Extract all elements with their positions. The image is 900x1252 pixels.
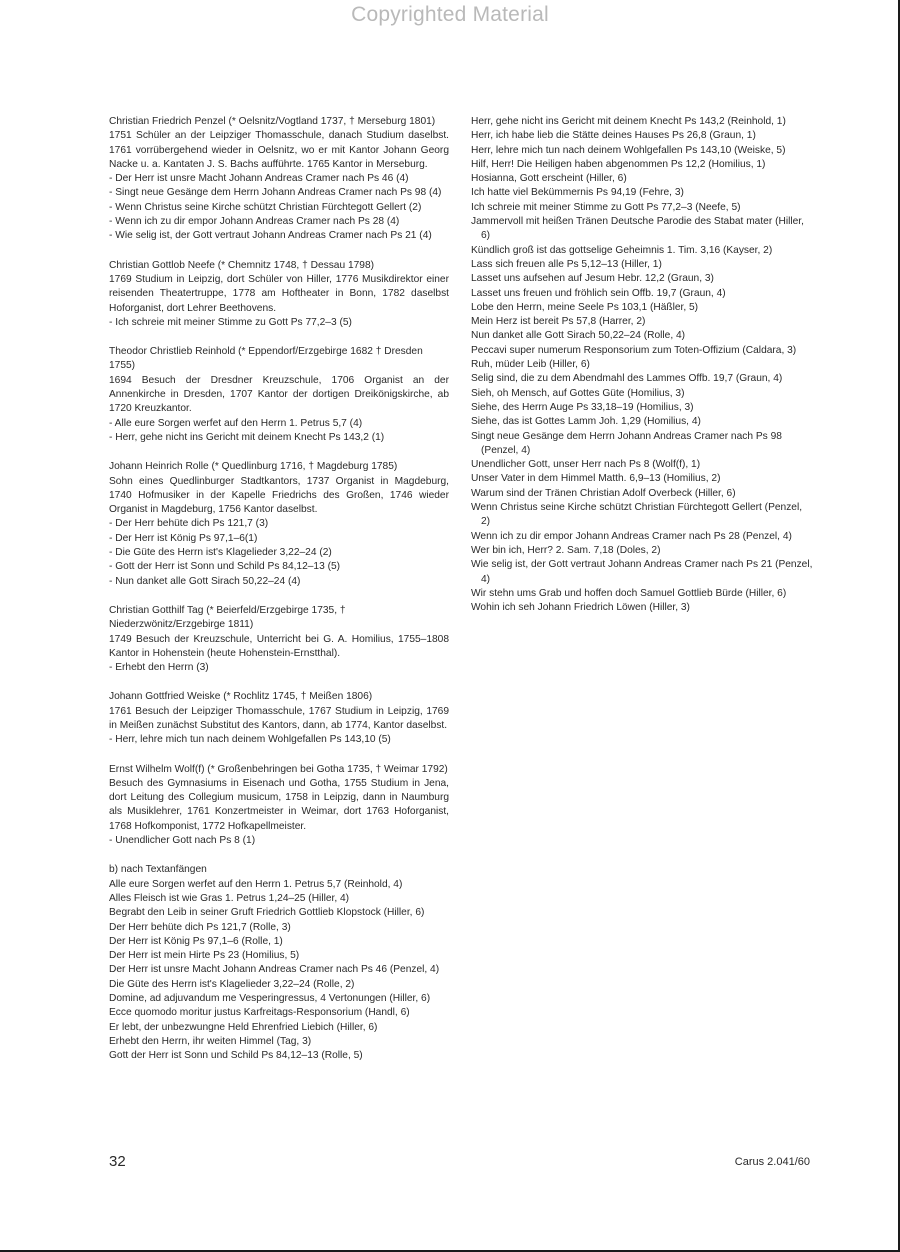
composer-bio: 1749 Besuch der Kreuzschule, Unterricht bei G. A. Homilius, 1755–1808 Kantor in Hohenstein (heute Hohenstein-Ernstthal). [109,633,449,659]
index-entry: Wer bin ich, Herr? 2. Sam. 7,18 (Doles, 2) [471,544,661,556]
index-entry: Der Herr ist König Ps 97,1–6 (Rolle, 1) [109,935,283,947]
page-number: 32 [109,1153,126,1170]
index-entry: Ich hatte viel Bekümmernis Ps 94,19 (Fehre, 3) [471,187,684,199]
work-item: - Der Herr ist König Ps 97,1–6(1) [109,532,449,546]
index-entry: Siehe, des Herrn Auge Ps 33,18–19 (Homilius, 3) [471,401,694,413]
composer-bio: 1769 Studium in Leipzig, dort Schüler von Hiller, 1776 Musikdirektor einer reisenden Theatertruppe, 1778 am Hoftheater in Bonn, 1782 daselbst Hoforganist, dort Lehrer Beethovens. [109,273,449,314]
work-item: - Unendlicher Gott nach Ps 8 (1) [109,834,449,848]
works-list [109,834,449,848]
index-entry: Jammervoll mit heißen Tränen Deutsche Parodie des Stabat mater (Hiller, 6) [471,216,804,242]
composer-bio: 1761 Besuch der Leipziger Thomasschule, 1767 Studium in Leipzig, 1769 in Meißen zunächst Substitut des Kantors, dann, ab 1774, Kantor daselbst. [109,705,449,731]
work-item: - Gott der Herr ist Sonn und Schild Ps 84,12–13 (5) [109,560,449,574]
index-entry: Herr, gehe nicht ins Gericht mit deinem Knecht Ps 143,2 (Reinhold, 1) [471,116,786,127]
index-entry: Wohin ich seh Johann Friedrich Löwen (Hiller, 3) [471,602,690,614]
composer-heading: Ernst Wilhelm Wolf(f) (* Großenbehringen bei Gotha 1735, † Weimar 1792) [109,763,448,775]
index-entry: Alles Fleisch ist wie Gras 1. Petrus 1,24–25 (Hiller, 4) [109,892,350,904]
composer-entry [109,115,449,244]
composer-heading: Christian Gottlob Neefe (* Chemnitz 1748, † Dessau 1798) [109,259,375,271]
index-entry: Warum sind der Tränen Christian Adolf Overbeck (Hiller, 6) [471,487,736,499]
index-title: b) nach Textanfängen [109,864,207,876]
index-entry: Er lebt, der unbezwungne Held Ehrenfried Liebich (Hiller, 6) [109,1021,378,1033]
index-entry: Unser Vater in dem Himmel Matth. 6,9–13 (Homilius, 2) [471,473,721,485]
work-item: - Herr, gehe nicht ins Gericht mit deinem Knecht Ps 143,2 (1) [109,431,449,445]
work-item: - Erhebt den Herrn (3) [109,661,449,675]
work-item: - Wenn Christus seine Kirche schützt Christian Fürchtegott Gellert (2) [109,201,449,215]
composer-bio: Besuch des Gymnasiums in Eisenach und Gotha, 1755 Studium in Jena, dort Leitung des Collegium musicum, 1758 in Leipzig, dann in Naumburg als Musiklehrer, 1761 Konzertmeister in Weimar, dort 1763 Hoforganist, 1768 Hofkomponist, 1772 Hofkapellmeister. [109,777,449,832]
composer-entry [109,763,449,849]
composer-bio: 1694 Besuch der Dresdner Kreuzschule, 1706 Organist an der Annenkirche in Dresden, 1707 Kantor der dortigen Dreikönigskirche, ab 1720 Kreuzkantor. [109,374,449,415]
works-list [109,316,449,330]
index-entry: Singt neue Gesänge dem Herrn Johann Andreas Cramer nach Ps 98 (Penzel, 4) [471,430,782,456]
work-item: - Alle eure Sorgen werfet auf den Herrn 1. Petrus 5,7 (4) [109,417,449,431]
index-entry: Unendlicher Gott, unser Herr nach Ps 8 (Wolf(f), 1) [471,459,701,471]
index-entry: Lasset uns aufsehen auf Jesum Hebr. 12,2 (Graun, 3) [471,273,714,285]
index-entry: Begrabt den Leib in seiner Gruft Friedrich Gottlieb Klopstock (Hiller, 6) [109,907,425,919]
work-item: - Herr, lehre mich tun nach deinem Wohlgefallen Ps 143,10 (5) [109,733,449,747]
index-entry: Hosianna, Gott erscheint (Hiller, 6) [471,173,627,185]
left-column [109,115,449,1064]
index-entry: Siehe, das ist Gottes Lamm Joh. 1,29 (Homilius, 4) [471,416,701,428]
index-entry: Hilf, Herr! Die Heiligen haben abgenommen Ps 12,2 (Homilius, 1) [471,158,766,170]
index-entry: Der Herr ist unsre Macht Johann Andreas Cramer nach Ps 46 (Penzel, 4) [109,964,440,976]
work-item: - Wenn ich zu dir empor Johann Andreas Cramer nach Ps 28 (4) [109,215,449,229]
index-entry: Nun danket alle Gott Sirach 50,22–24 (Rolle, 4) [471,330,686,342]
composer-bio: Sohn eines Quedlinburger Stadtkantors, 1737 Organist in Magdeburg, 1740 Hofmusiker in der Kapelle Friedrichs des Großen, 1746 wieder Organist in Magdeburg, 1756 Kantor daselbst. [109,475,449,516]
index-list-left [109,878,449,1064]
work-item: - Der Herr behüte dich Ps 121,7 (3) [109,517,449,531]
work-item: - Singt neue Gesänge dem Herrn Johann Andreas Cramer nach Ps 98 (4) [109,186,449,200]
composer-entry [109,259,449,330]
index-entry: Ecce quomodo moritur justus Karfreitags-Responsorium (Handl, 6) [109,1007,410,1019]
index-entry: Ich schreie mit meiner Stimme zu Gott Ps 77,2–3 (Neefe, 5) [471,201,741,213]
index-entry: Herr, ich habe lieb die Stätte deines Hauses Ps 26,8 (Graun, 1) [471,130,756,142]
index-entry: Die Güte des Herrn ist's Klagelieder 3,22–24 (Rolle, 2) [109,978,355,990]
work-item: - Ich schreie mit meiner Stimme zu Gott Ps 77,2–3 (5) [109,316,449,330]
composer-bio: 1751 Schüler an der Leipziger Thomasschule, danach Studium daselbst. 1761 vorrübergehend wieder in Oelsnitz, wo er mit Kantor Johann Georg Nacke u. a. Kantaten J. S. Bachs aufführte. 1765 Kantor in Merseburg. [109,130,449,170]
index-entry: Alle eure Sorgen werfet auf den Herrn 1. Petrus 5,7 (Reinhold, 4) [109,878,403,890]
index-entry: Der Herr ist mein Hirte Ps 23 (Homilius, 5) [109,950,300,962]
index-entry: Wenn Christus seine Kirche schützt Christian Fürchtegott Gellert (Penzel, 2) [471,502,803,528]
index-entry: Gott der Herr ist Sonn und Schild Ps 84,12–13 (Rolle, 5) [109,1050,363,1062]
index-entry: Domine, ad adjuvandum me Vesperingressus, 4 Vertonungen (Hiller, 6) [109,993,431,1005]
index-entry: Lasset uns freuen und fröhlich sein Offb. 19,7 (Graun, 4) [471,287,726,299]
catalog-number: Carus 2.041/60 [734,1156,810,1168]
index-entry: Lass sich freuen alle Ps 5,12–13 (Hiller, 1) [471,258,662,270]
index-entry: Kündlich groß ist das gottselige Geheimnis 1. Tim. 3,16 (Kayser, 2) [471,244,773,256]
composer-entry [109,345,449,445]
index-entry: Mein Herz ist bereit Ps 57,8 (Harrer, 2) [471,316,646,328]
index-entry: Ruh, müder Leib (Hiller, 6) [471,359,590,371]
work-item: - Die Güte des Herrn ist's Klagelieder 3,22–24 (2) [109,546,449,560]
index-entry: Selig sind, die zu dem Abendmahl des Lammes Offb. 19,7 (Graun, 4) [471,373,783,385]
index-entry: Erhebt den Herrn, ihr weiten Himmel (Tag, 3) [109,1035,312,1047]
index-entry: Peccavi super numerum Responsorium zum Toten-Offizium (Caldara, 3) [471,344,797,356]
index-entry: Herr, lehre mich tun nach deinem Wohlgefallen Ps 143,10 (Weiske, 5) [471,144,786,156]
text-index-section [109,863,449,1063]
composer-heading: Christian Gotthilf Tag (* Beierfeld/Erzgebirge 1735, † Niederzwönitz/Erzgebirge 1811) [109,604,346,631]
index-entry: Der Herr behüte dich Ps 121,7 (Rolle, 3) [109,921,291,933]
work-item: - Wie selig ist, der Gott vertraut Johann Andreas Cramer nach Ps 21 (4) [109,229,449,243]
index-entry: Lobe den Herrn, meine Seele Ps 103,1 (Häßler, 5) [471,301,699,313]
works-list [109,733,449,747]
work-item: - Nun danket alle Gott Sirach 50,22–24 (4) [109,575,449,589]
composer-list [109,115,449,848]
index-entry: Wenn ich zu dir empor Johann Andreas Cramer nach Ps 28 (Penzel, 4) [471,530,792,542]
watermark: Copyrighted Material [351,3,549,26]
composer-heading: Johann Heinrich Rolle (* Quedlinburg 1716, † Magdeburg 1785) [109,461,398,473]
index-list-right [471,115,813,615]
work-item: - Der Herr ist unsre Macht Johann Andreas Cramer nach Ps 46 (4) [109,172,449,186]
works-list [109,417,449,446]
works-list [109,172,449,243]
composer-heading: Christian Friedrich Penzel (* Oelsnitz/Vogtland 1737, † Merseburg 1801) [109,116,436,127]
composer-entry [109,460,449,589]
works-list [109,517,449,588]
right-column [471,115,813,615]
composer-heading: Theodor Christlieb Reinhold (* Eppendorf/Erzgebirge 1682 † Dresden 1755) [109,346,423,372]
composer-heading: Johann Gottfried Weiske (* Rochlitz 1745, † Meißen 1806) [109,691,373,703]
composer-entry [109,690,449,747]
composer-entry [109,604,449,675]
index-entry: Sieh, oh Mensch, auf Gottes Güte (Homilius, 3) [471,387,685,399]
works-list [109,661,449,675]
index-entry: Wie selig ist, der Gott vertraut Johann Andreas Cramer nach Ps 21 (Penzel, 4) [471,559,813,585]
index-entry: Wir stehn ums Grab und hoffen doch Samuel Gottlieb Bürde (Hiller, 6) [471,587,787,599]
